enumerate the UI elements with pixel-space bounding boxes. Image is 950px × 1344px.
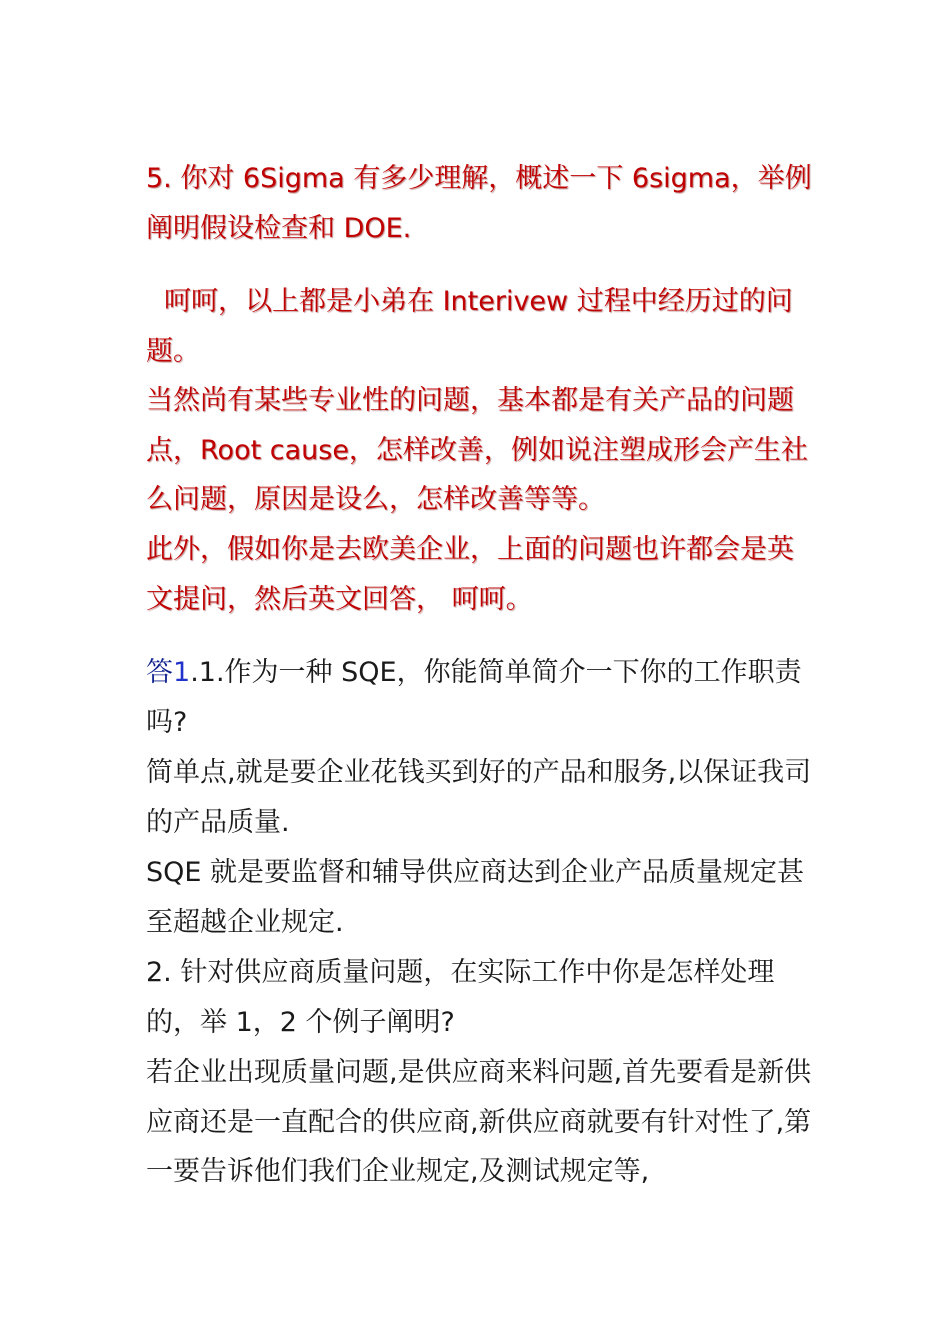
answer-2-question: 2. 针对供应商质量问题，在实际工作中你是怎样处理的，举 1，2 个例子阐明? xyxy=(146,957,775,1038)
question-5: 5. 你对 6Sigma 有多少理解，概述一下 6sigma，举例阐明假设检查和 DOE. xyxy=(146,163,812,244)
answer-1-paragraph-1: 简单点,就是要企业花钱买到好的产品和服务,以保证我司的产品质量. xyxy=(146,757,812,838)
answer-1-question xyxy=(146,648,816,747)
answer-2-paragraph-1: 若企业出现质量问题,是供应商来料问题,首先要看是新供应商还是一直配合的供应商,新供应商就要有针对性了,第一要告诉他们我们企业规定,及测试规定等, xyxy=(146,1057,812,1187)
answer-1-paragraph-2: SQE 就是要监督和辅导供应商达到企业产品质量规定甚至超越企业规定. xyxy=(146,857,805,938)
note-paragraph-2: 当然尚有某些专业性的问题，基本都是有关产品的问题点，Root cause，怎样改善，例如说注塑成形会产生社么问题，原因是设么，怎样改善等等。 xyxy=(146,385,808,515)
answer-1-question-text: .1.作为一种 SQE，你能简单简介一下你的工作职责吗? xyxy=(146,657,802,738)
note-paragraph-3: 此外，假如你是去欧美企业，上面的问题也许都会是英文提问，然后英文回答， 呵呵。 xyxy=(146,534,794,615)
answer-label: 答 xyxy=(146,657,173,688)
answer-number: 1 xyxy=(173,657,191,688)
note-paragraph-1: 呵呵，以上都是小弟在 Interivew 过程中经历过的问题。 xyxy=(146,286,793,367)
